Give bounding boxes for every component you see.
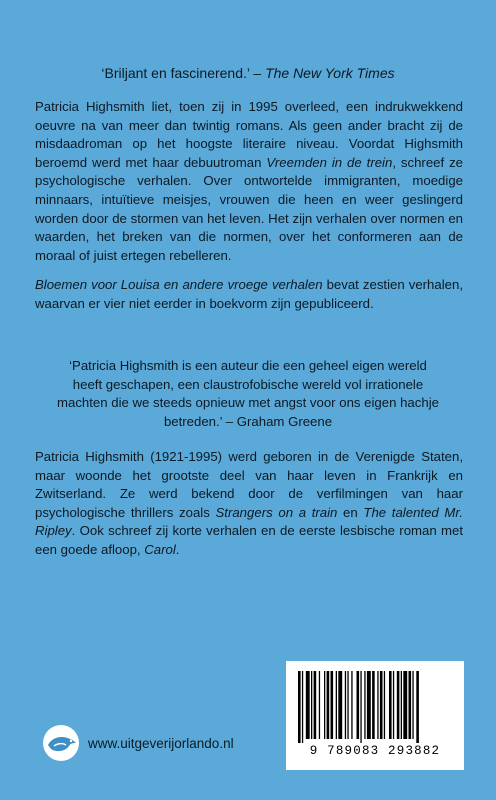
book-title-italic: Bloemen voor Louisa en andere vroege verhalen xyxy=(35,277,323,292)
synopsis-text-2: , schreef ze psychologische verhalen. Over ontwortelde immigranten, moedige minnaars, intuïtieve meisjes, vrouwen die heen en weer geslingerd worden door de stormen van het leven. Het zijn verhalen over normen en waarden, het breken van die normen, over het conformeren aan de moraal of juist ertegen rebelleren. xyxy=(35,154,463,263)
barcode-bar xyxy=(397,671,400,739)
barcode-bar xyxy=(336,671,337,739)
barcode-bar xyxy=(416,671,419,743)
author-bio-paragraph xyxy=(35,448,463,560)
bio-text-2: en xyxy=(337,504,364,520)
top-review-quote xyxy=(0,64,496,82)
contents-paragraph xyxy=(35,276,463,313)
barcode-bar xyxy=(380,671,383,739)
barcode-bar xyxy=(360,671,361,743)
barcode-bar xyxy=(327,671,330,739)
barcode-bar xyxy=(357,671,360,739)
top-quote-source: The New York Times xyxy=(265,65,395,81)
barcode-bar xyxy=(389,671,392,739)
bio-text-3: . Ook schreef zij korte verhalen en de eerste lesbische roman met een goede afloop, xyxy=(35,523,463,557)
barcode-bar xyxy=(409,671,412,739)
synopsis-debut-title: Vreemden in de trein xyxy=(266,154,393,170)
barcode-bar xyxy=(351,671,352,739)
barcode-bar xyxy=(314,671,317,739)
barcode-bar xyxy=(347,671,348,739)
barcode-bar xyxy=(377,671,378,739)
top-quote-text: ‘Briljant en fascinerend.’ – xyxy=(101,65,262,81)
synopsis-text-1: Patricia Highsmith liet, toen zij in 1995 overleed, een indrukwekkend oeuvre na van meer dan twintig romans. Als geen ander bracht zij de misdaadroman op het hoogste literaire niveau. Voordat Highsmith beroemd werd met haar debuutroman xyxy=(35,99,463,170)
barcode-bar xyxy=(324,671,325,739)
barcode-bar xyxy=(372,671,375,739)
barcode-bar xyxy=(412,671,413,739)
barcode-bar xyxy=(393,671,394,739)
graham-greene-quote: ‘Patricia Highsmith is een auteur die een geheel eigen wereld heeft geschapen, een claustrofobische wereld vol irrationele machten die we steeds opnieuw met angst voor ons eigen hachje betreden.’ – Graham Greene xyxy=(57,358,439,429)
isbn-number: 9 789083 293882 xyxy=(309,744,441,758)
publisher-website-link[interactable]: www.uitgeverijorlando.nl xyxy=(88,735,234,751)
synopsis-paragraph xyxy=(35,98,463,265)
barcode-bar xyxy=(403,671,407,739)
barcode-bar xyxy=(298,671,301,743)
bio-title-strangers: Strangers on a train xyxy=(215,504,338,520)
bio-title-ripley: The talented Mr. Ripley xyxy=(35,504,463,539)
bio-text-4: . xyxy=(175,541,180,557)
barcode-bar xyxy=(367,671,371,739)
barcode-bar xyxy=(364,671,365,739)
isbn-barcode xyxy=(286,661,464,770)
publisher-block xyxy=(42,723,234,763)
barcode-bar xyxy=(338,671,342,739)
barcode-bar xyxy=(331,671,334,739)
barcode-bar xyxy=(401,671,402,739)
bio-title-carol: Carol xyxy=(144,541,176,557)
barcode-bar xyxy=(319,671,320,739)
bio-text-1: Patricia Highsmith (1921-1995) werd geboren in de Verenigde Staten, maar woonde het grootste deel van haar leven in Frankrijk en Zwitserland. Ze werd bekend door de verfilmingen van haar psychologische thrillers zoals xyxy=(35,449,463,520)
barcode-bar xyxy=(302,671,303,743)
barcode-bars xyxy=(296,671,454,743)
contents-text: bevat zestien verhalen, waarvan er vier niet eerder in boekvorm zijn gepubliceerd. xyxy=(35,277,463,311)
bird-logo-icon xyxy=(42,724,80,762)
barcode-bar xyxy=(345,671,346,739)
barcode-bar xyxy=(306,671,310,739)
barcode-bar xyxy=(384,671,385,739)
barcode-bar xyxy=(311,671,312,739)
